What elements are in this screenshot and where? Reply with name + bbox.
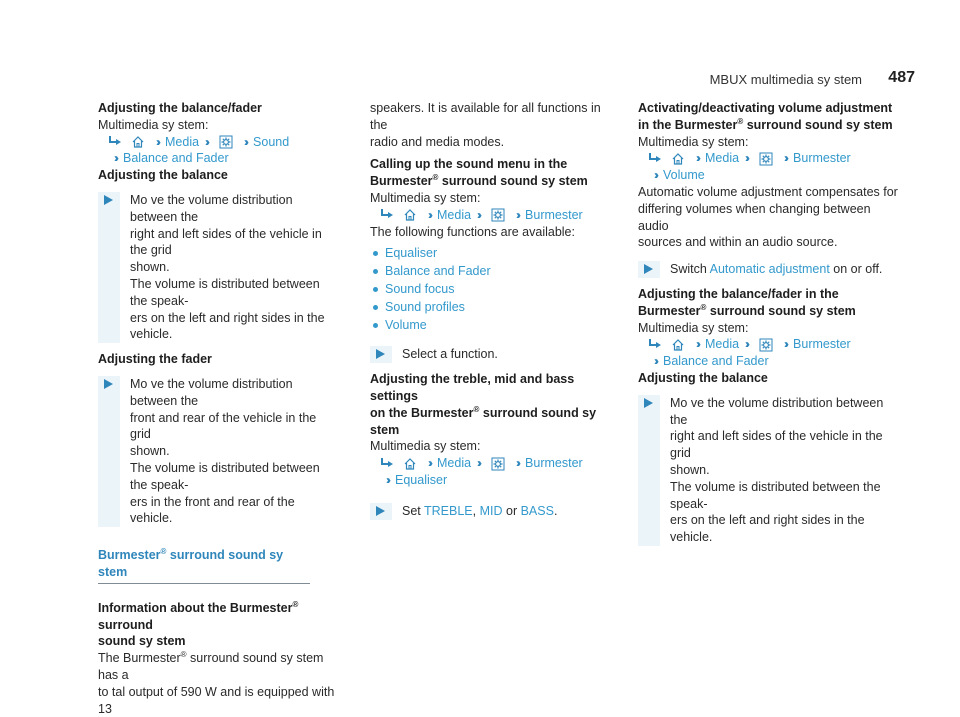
multimedia-system-label: Multimedia sy stem: [98, 117, 209, 132]
body-text: differing volumes when changing between audio [638, 201, 871, 233]
multimedia-system-label: Multimedia sy stem: [370, 439, 481, 454]
body-text-part: The Burmester [98, 651, 181, 666]
heading-adjust-balance: Adjusting the balance [98, 168, 228, 183]
body-text: speakers. It is available for all functions in the [370, 101, 601, 132]
step-balance [638, 395, 898, 546]
chevron-icon: ›› [428, 456, 430, 471]
chevron-icon: ›› [205, 134, 208, 149]
home-icon [131, 135, 145, 149]
chevron-icon: ›› [784, 151, 787, 166]
step-arrow-icon [376, 506, 385, 516]
body-text: The following functions are available: [370, 224, 575, 239]
path-balance-fader[interactable]: Balance and Fader [123, 151, 229, 166]
chevron-icon: ›› [784, 337, 787, 352]
step-text: The volume is distributed between the speak‐ [670, 479, 881, 511]
chevron-icon: ›› [745, 151, 748, 166]
step-text: Select a function. [402, 347, 498, 362]
heading-sound-menu: Calling up the sound menu in the [370, 157, 568, 172]
heading-balance-fader-burmester-cont [638, 303, 898, 320]
running-header: MBUX multimedia sy stem [709, 72, 862, 87]
heading-volume-adjust-cont [638, 117, 898, 134]
step-bar [98, 376, 120, 527]
gear-icon [491, 208, 505, 222]
path-arrow-icon [380, 209, 394, 221]
body-text [98, 650, 336, 684]
heading-text: on the Burmester [370, 405, 474, 420]
path-media[interactable]: Media [705, 151, 740, 166]
step-fader [98, 376, 336, 527]
step-text-part: . [553, 503, 558, 518]
section-title-burmester [98, 547, 310, 584]
step-text: right and left sides of the vehicle in the grid [130, 226, 322, 258]
registered-mark: ® [432, 173, 439, 183]
multimedia-system-label: Multimedia sy stem: [638, 134, 749, 149]
chevron-icon: ›› [654, 354, 656, 369]
heading-text: Burmester [638, 303, 701, 318]
chevron-icon: ›› [477, 456, 480, 471]
step-text [670, 261, 898, 278]
path-media[interactable]: Media [437, 456, 472, 471]
chevron-icon: ›› [745, 337, 748, 352]
automatic-adjustment-toggle[interactable]: Automatic adjustment [709, 262, 830, 277]
heading-balance-fader-burmester: Adjusting the balance/fader in the [638, 286, 839, 301]
step-bar [98, 192, 120, 343]
heading-text: surround sound sy stem [706, 303, 856, 318]
gear-icon [759, 338, 773, 352]
step-text-part: , [472, 503, 480, 518]
list-item[interactable]: Sound focus [370, 280, 615, 298]
step-text: Mo ve the volume distribution between the [130, 192, 293, 224]
step-text [402, 503, 615, 520]
step-text-part: or [502, 503, 521, 518]
chevron-icon: ›› [114, 151, 116, 166]
heading-info-burmester [98, 600, 336, 634]
step-arrow-icon [376, 349, 385, 359]
gear-icon [491, 457, 505, 471]
chevron-icon: ›› [156, 134, 158, 149]
chevron-icon: ›› [516, 456, 519, 471]
step-text: ers in the front and rear of the vehicle. [130, 494, 295, 526]
column-middle [370, 100, 615, 528]
step-text: The volume is distributed between the speak‐ [130, 460, 320, 492]
home-icon [403, 208, 417, 222]
nav-path [98, 134, 336, 151]
step-text-part: on or off. [829, 262, 883, 277]
step-text: ers on the left and right sides in the vehicle. [670, 513, 865, 545]
list-item[interactable]: Sound profiles [370, 298, 615, 316]
path-arrow-icon [380, 458, 394, 470]
home-icon [671, 338, 685, 352]
nav-path-cont [98, 150, 336, 167]
step-balance [98, 192, 336, 343]
step-arrow-icon [104, 379, 113, 389]
path-sound[interactable]: Sound [253, 134, 290, 149]
path-burmester[interactable]: Burmester [525, 207, 583, 222]
step-text-part: Switch [670, 262, 710, 277]
path-balance-fader[interactable]: Balance and Fader [663, 354, 769, 369]
heading-treble-mid-bass-cont [370, 405, 615, 439]
multimedia-system-label: Multimedia sy stem: [370, 190, 481, 205]
heading-text: surround sound sy stem [438, 174, 588, 189]
list-item[interactable]: Volume [370, 316, 615, 334]
path-media[interactable]: Media [705, 337, 740, 352]
path-media[interactable]: Media [165, 134, 200, 149]
section-title-text: Burmester [98, 548, 161, 563]
step-text: Mo ve the volume distribution between the [670, 395, 884, 427]
path-media[interactable]: Media [437, 207, 472, 222]
nav-path [638, 150, 898, 167]
registered-mark: ® [473, 404, 480, 414]
step-text: shown. [130, 444, 170, 459]
step-set-eq [370, 503, 615, 520]
heading-volume-adjust: Activating/deactivating volume adjustment [638, 101, 893, 115]
step-arrow-icon [644, 264, 653, 274]
option-mid[interactable]: MID [479, 503, 503, 518]
nav-path [638, 336, 898, 353]
chevron-icon: ›› [654, 168, 656, 183]
nav-path [370, 455, 615, 472]
registered-mark: ® [292, 599, 299, 609]
step-text: right and left sides of the vehicle in the grid [670, 429, 883, 461]
path-burmester[interactable]: Burmester [793, 337, 851, 352]
column-right [638, 100, 898, 554]
nav-path-cont [638, 167, 898, 184]
step-text-part: Set [402, 503, 425, 518]
heading-text: Burmester [370, 174, 433, 189]
heading-info-burmester-cont: sound sy stem [98, 634, 186, 649]
heading-text: surround sound sy stem [370, 405, 597, 437]
step-text: ers on the left and right sides in the vehicle. [130, 310, 325, 342]
function-list [370, 244, 615, 334]
chevron-icon: ›› [696, 337, 698, 352]
body-text: radio and media modes. [370, 134, 505, 149]
path-equaliser[interactable]: Equaliser [395, 472, 448, 487]
gear-icon [759, 152, 773, 166]
heading-adjust-balance: Adjusting the balance [638, 370, 768, 385]
step-select-function [370, 346, 615, 363]
step-arrow-icon [644, 398, 653, 408]
list-item[interactable]: Balance and Fader [370, 262, 615, 280]
path-burmester[interactable]: Burmester [525, 456, 583, 471]
path-arrow-icon [648, 153, 662, 165]
body-text-part: surround sound sy stem has a [98, 651, 324, 682]
nav-path-cont [638, 353, 898, 370]
registered-mark: ® [180, 649, 187, 659]
list-item[interactable]: Equaliser [370, 244, 615, 262]
body-text: to tal output of 590 W and is equipped with 13 [98, 684, 335, 716]
path-arrow-icon [648, 339, 662, 351]
gear-icon [219, 135, 233, 149]
nav-path-cont [370, 472, 615, 489]
step-bar [638, 395, 660, 546]
step-switch-auto [638, 261, 898, 278]
path-arrow-icon [108, 136, 122, 148]
body-text: sources and within an audio source. [638, 235, 838, 250]
heading-text: surround [98, 617, 153, 632]
option-bass[interactable]: BASS [520, 503, 554, 518]
chevron-icon: ›› [244, 134, 247, 149]
heading-text: Information about the Burmester [98, 600, 293, 615]
heading-balance-fader: Adjusting the balance/fader [98, 101, 262, 115]
chevron-icon: ›› [696, 151, 698, 166]
heading-text: surround sound sy stem [743, 117, 893, 132]
nav-path [370, 207, 615, 224]
heading-sound-menu-cont [370, 173, 615, 190]
home-icon [671, 152, 685, 166]
home-icon [403, 457, 417, 471]
step-text: front and rear of the vehicle in the grid [130, 410, 317, 442]
body-text: Automatic volume adjustment compensates for [638, 184, 898, 199]
step-text: The volume is distributed between the speak‐ [130, 276, 320, 308]
registered-mark: ® [160, 546, 167, 556]
step-text: shown. [130, 260, 170, 275]
page-number: 487 [888, 69, 915, 86]
step-arrow-icon [104, 195, 113, 205]
chevron-icon: ›› [516, 207, 519, 222]
path-burmester[interactable]: Burmester [793, 151, 851, 166]
heading-text: in the Burmester [638, 117, 738, 132]
chevron-icon: ›› [428, 207, 430, 222]
column-left [98, 100, 336, 717]
registered-mark: ® [700, 302, 707, 312]
heading-adjust-fader: Adjusting the fader [98, 352, 212, 367]
step-text: shown. [670, 462, 710, 477]
chevron-icon: ›› [386, 472, 388, 487]
registered-mark: ® [737, 116, 744, 126]
chevron-icon: ›› [477, 207, 480, 222]
path-volume[interactable]: Volume [663, 168, 705, 183]
section-title-text: surround sound sy stem [98, 548, 284, 579]
heading-treble-mid-bass: Adjusting the treble, mid and bass settings [370, 372, 575, 403]
step-text: Mo ve the volume distribution between the [130, 376, 293, 408]
multimedia-system-label: Multimedia sy stem: [638, 320, 749, 335]
option-treble[interactable]: TREBLE [424, 503, 473, 518]
